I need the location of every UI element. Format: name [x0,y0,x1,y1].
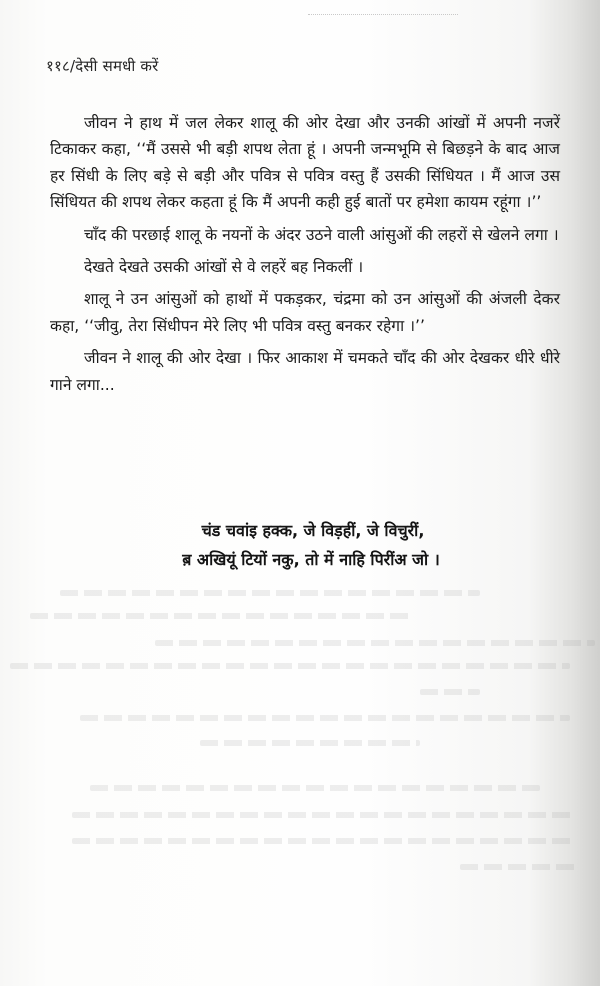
bleed-line [60,590,480,596]
bleed-line [460,864,580,870]
bleed-line [72,838,572,844]
bleed-line [10,663,570,669]
bleed-line [80,715,570,721]
scan-artifact-marks [308,14,458,17]
paragraph-moon-reflection: चाँद की परछाई शालू के नयनों के अंदर उठने वाली आंसुओं की लहरों से खेलने लगा । [84,225,559,244]
bleed-line [30,613,410,619]
running-head: ११८/देसी समधी करें [46,57,159,75]
body-text [50,110,560,404]
paragraph-oath: जीवन ने हाथ में जल लेकर शालू की ओर देखा और उनकी आंखों में अपनी नजरें टिकाकर कहा, ‘‘मैं उससे भी बड़ी शपथ लेता हूं । अपनी जन्मभूमि से बिछड़ने के बाद आज हर सिंधी के लिए बड़े से बड़ी और पवित्र से पवित्र वस्तु हैं उसकी सिंधियत । मैं आज उस सिंधियत की शपथ लेकर कहता हूं कि मैं अपनी कही हुई बातों पर हमेशा कायम रहूंगा ।’’ [50,114,560,212]
bleed-line [420,689,480,695]
verse-block [0,516,600,574]
bleed-line [72,812,572,818]
paragraph-shalu-reply: शालू ने उन आंसुओं को हाथों में पकड़कर, चंद्रमा को उन आंसुओं की अंजली देकर कहा, ‘‘जीवु, तेरा सिंधीपन मेरे लिए भी पवित्र वस्तु बनकर रहेगा ।’’ [50,290,560,335]
paragraph-jeevan-sings: जीवन ने शालू की ओर देखा । फिर आकाश में चमकते चाँद की ओर देखकर धीरे धीरे गाने लगा... [50,349,560,394]
paragraph-tears-flow: देखते देखते उसकी आंखों से वे लहरें बह निकलीं । [84,258,364,277]
verse-line-2: ब़ अखियूं टियों नकु, तो में नाहि पिरींअ जो । [182,550,440,569]
bleed-line [155,640,595,646]
bleed-line [90,785,540,791]
verse-line-1: चंड चवांइ हक्क, जे विड़हीं, जे विचुरीं, [201,521,425,540]
bleed-line [200,740,420,746]
